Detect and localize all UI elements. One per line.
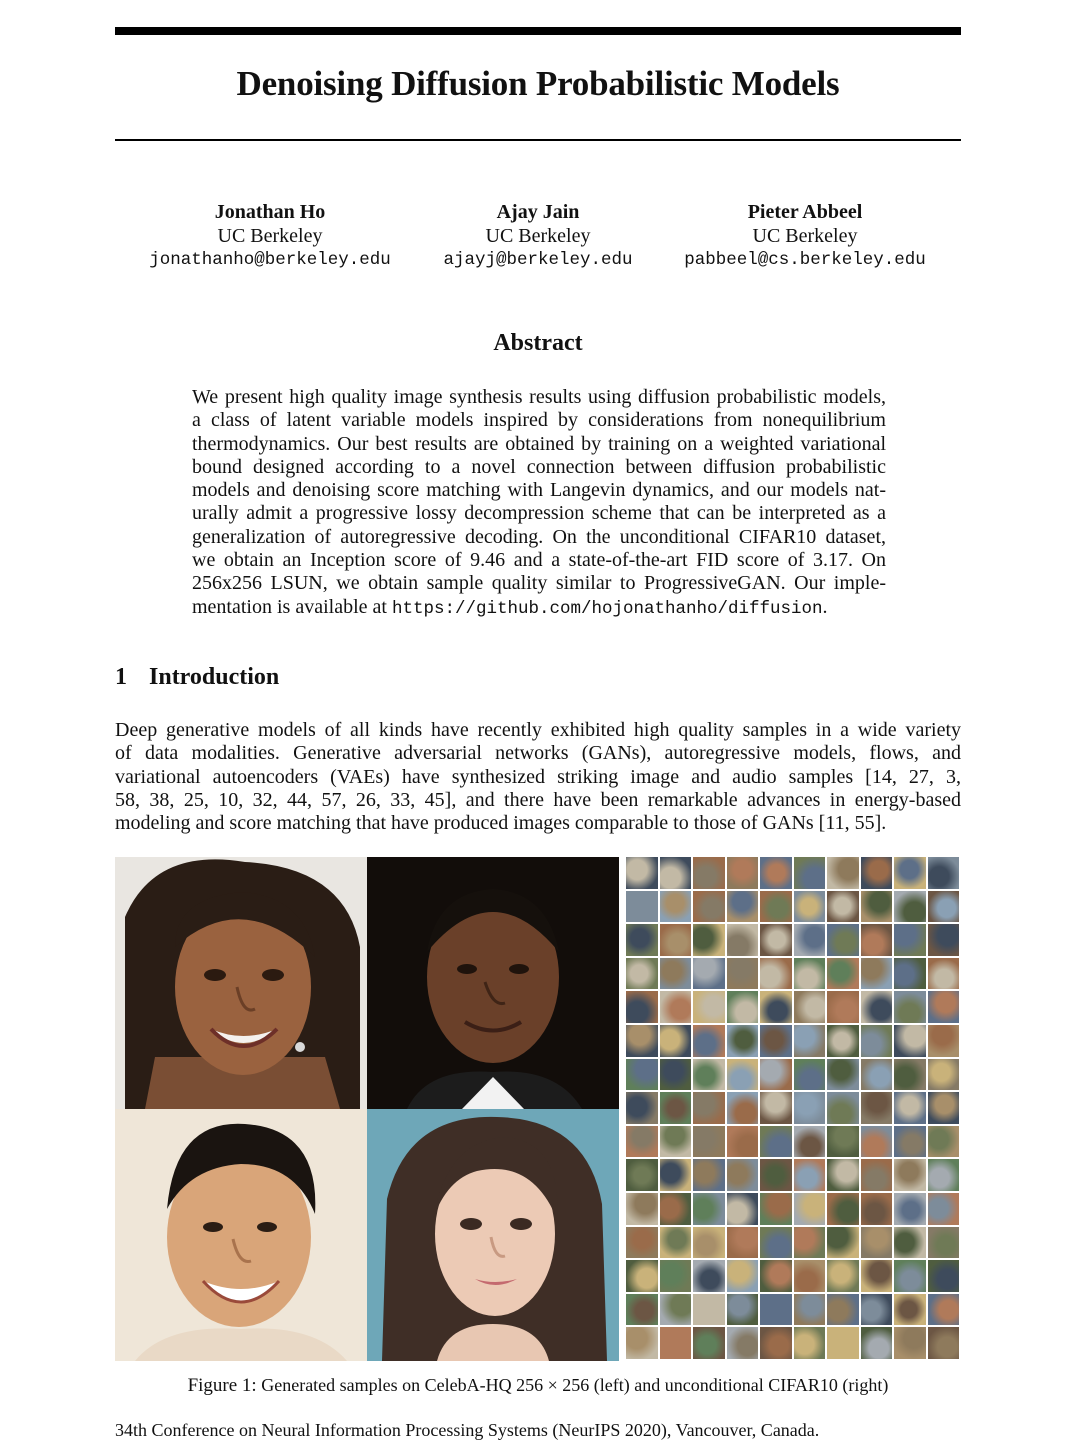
cifar-thumbnail: [794, 891, 826, 923]
cifar-thumbnail: [760, 1227, 792, 1259]
cifar-thumbnail: [727, 1294, 759, 1326]
author-email: jonathanho@berkeley.edu: [149, 250, 391, 270]
figure-caption: [115, 1375, 961, 1397]
cifar-thumbnail: [626, 1126, 658, 1158]
cifar-thumbnail: [894, 1327, 926, 1359]
author-1: [125, 200, 415, 272]
cifar-thumbnail: [861, 1059, 893, 1091]
abstract-line: we obtain an Inception score of 9.46 and a state-of-the-art FID score of 3.17. On: [192, 549, 886, 572]
cifar-thumbnail: [794, 1260, 826, 1292]
cifar-thumbnail: [660, 1159, 692, 1191]
cifar-thumbnail: [794, 1092, 826, 1124]
abstract-line: generalization of autoregressive decoding. On the unconditional CIFAR10 dataset,: [192, 525, 886, 548]
cifar-thumbnail: [928, 924, 960, 956]
cifar-thumbnail: [693, 1092, 725, 1124]
cifar-thumbnail: [861, 891, 893, 923]
abstract-line: a class of latent variable models inspired by considerations from nonequilibrium: [192, 409, 886, 432]
cifar-thumbnail: [626, 1327, 658, 1359]
cifar-thumbnail: [861, 857, 893, 889]
cifar-thumbnail: [660, 958, 692, 990]
cifar-thumbnail: [693, 1327, 725, 1359]
cifar-thumbnail: [827, 1159, 859, 1191]
cifar-thumbnail: [693, 1126, 725, 1158]
cifar-thumbnail: [760, 958, 792, 990]
cifar-thumbnail: [693, 857, 725, 889]
cifar-thumbnail: [727, 991, 759, 1023]
cifar-thumbnail: [626, 1025, 658, 1057]
cifar-thumbnail: [794, 1025, 826, 1057]
cifar-thumbnail: [760, 1025, 792, 1057]
cifar-thumbnail: [928, 1025, 960, 1057]
cifar-thumbnail: [693, 1193, 725, 1225]
cifar-thumbnail: [894, 1025, 926, 1057]
cifar-thumbnail: [693, 924, 725, 956]
cifar-thumbnail: [928, 1327, 960, 1359]
cifar-thumbnail: [794, 1227, 826, 1259]
cifar-thumbnail: [861, 991, 893, 1023]
cifar-thumbnail: [760, 924, 792, 956]
cifar-thumbnail: [626, 1227, 658, 1259]
cifar-thumbnail: [794, 857, 826, 889]
celeba-sample-4: [367, 1109, 619, 1361]
cifar-thumbnail: [928, 1059, 960, 1091]
cifar-thumbnail: [760, 891, 792, 923]
cifar-thumbnail: [693, 1294, 725, 1326]
cifar-thumbnail: [693, 891, 725, 923]
cifar-thumbnail: [626, 1193, 658, 1225]
cifar-thumbnail: [660, 1260, 692, 1292]
cifar-thumbnail: [727, 1159, 759, 1191]
cifar-thumbnail: [727, 1327, 759, 1359]
cifar-thumbnail: [928, 958, 960, 990]
cifar-thumbnail: [794, 1327, 826, 1359]
cifar-thumbnail: [928, 891, 960, 923]
cifar-thumbnail: [928, 1294, 960, 1326]
cifar-thumbnail: [760, 1126, 792, 1158]
intro-line: modeling and score matching that have produced images comparable to those of GANs [11, 55].: [115, 812, 887, 835]
abstract-line: models and denoising score matching with Langevin dynamics, and our models nat-: [192, 479, 886, 502]
author-name: Jonathan Ho: [214, 201, 326, 223]
cifar-thumbnail: [760, 1294, 792, 1326]
cifar-thumbnail: [861, 958, 893, 990]
cifar-thumbnail: [693, 958, 725, 990]
cifar-thumbnail: [660, 857, 692, 889]
cifar-thumbnail: [794, 1126, 826, 1158]
author-3: [660, 200, 950, 272]
cifar-thumbnail: [894, 857, 926, 889]
intro-line: 58, 38, 25, 10, 32, 44, 57, 26, 33, 45], and there have been remarkable advances in energy-based: [115, 788, 961, 811]
author-affiliation: UC Berkeley: [485, 225, 591, 247]
cifar-thumbnail: [760, 1092, 792, 1124]
cifar-thumbnail: [827, 924, 859, 956]
cifar10-sample-grid: [626, 857, 961, 1361]
cifar-thumbnail: [794, 991, 826, 1023]
cifar-thumbnail: [894, 1260, 926, 1292]
cifar-thumbnail: [727, 924, 759, 956]
cifar-thumbnail: [861, 1260, 893, 1292]
cifar-thumbnail: [794, 1294, 826, 1326]
cifar-thumbnail: [727, 1059, 759, 1091]
cifar-thumbnail: [660, 891, 692, 923]
cifar-thumbnail: [727, 1227, 759, 1259]
cifar-thumbnail: [928, 857, 960, 889]
author-email: ajayj@berkeley.edu: [443, 250, 633, 270]
cifar-thumbnail: [827, 1193, 859, 1225]
cifar-thumbnail: [626, 958, 658, 990]
intro-line: variational autoencoders (VAEs) have synthesized striking image and audio samples [14, 27, 3,: [115, 765, 961, 788]
cifar-thumbnail: [894, 1227, 926, 1259]
cifar-thumbnail: [794, 1159, 826, 1191]
cifar-thumbnail: [827, 991, 859, 1023]
cifar-thumbnail: [928, 1260, 960, 1292]
cifar-thumbnail: [928, 1126, 960, 1158]
cifar-thumbnail: [827, 1327, 859, 1359]
cifar-thumbnail: [693, 1059, 725, 1091]
section-title: Introduction: [149, 664, 280, 690]
cifar-thumbnail: [827, 1059, 859, 1091]
cifar-thumbnail: [894, 1294, 926, 1326]
cifar-thumbnail: [760, 991, 792, 1023]
cifar-thumbnail: [827, 1025, 859, 1057]
top-rule: [115, 27, 961, 35]
cifar-thumbnail: [827, 1227, 859, 1259]
cifar-thumbnail: [660, 991, 692, 1023]
title-rule: [115, 139, 961, 141]
celeba-sample-3: [115, 1109, 367, 1361]
cifar-thumbnail: [861, 1159, 893, 1191]
abstract-line-last: [192, 596, 886, 621]
cifar-thumbnail: [894, 891, 926, 923]
cifar-thumbnail: [794, 958, 826, 990]
paper-title: Denoising Diffusion Probabilistic Models: [236, 64, 840, 103]
cifar-thumbnail: [660, 1059, 692, 1091]
cifar-thumbnail: [727, 857, 759, 889]
cifar-thumbnail: [693, 1025, 725, 1057]
cifar-thumbnail: [928, 1227, 960, 1259]
cifar-thumbnail: [894, 1059, 926, 1091]
cifar-thumbnail: [693, 1227, 725, 1259]
cifar-thumbnail: [861, 924, 893, 956]
cifar-thumbnail: [727, 1193, 759, 1225]
cifar-thumbnail: [928, 991, 960, 1023]
cifar-thumbnail: [827, 1126, 859, 1158]
cifar-thumbnail: [760, 1059, 792, 1091]
cifar-thumbnail: [626, 1260, 658, 1292]
intro-line: of data modalities. Generative adversarial networks (GANs), autoregressive models, flows, and: [115, 742, 961, 765]
cifar-thumbnail: [693, 1260, 725, 1292]
cifar-thumbnail: [727, 1126, 759, 1158]
celeba-sample-1: [115, 857, 367, 1109]
author-affiliation: UC Berkeley: [752, 225, 858, 247]
abstract-text: .: [822, 595, 828, 618]
cifar-thumbnail: [861, 1193, 893, 1225]
cifar-thumbnail: [760, 1260, 792, 1292]
cifar-thumbnail: [894, 958, 926, 990]
author-name: Ajay Jain: [496, 201, 580, 223]
figure-label: Figure 1:: [187, 1375, 257, 1396]
abstract-line: thermodynamics. Our best results are obtained by training on a weighted variational: [192, 432, 886, 455]
author-name: Pieter Abbeel: [747, 201, 863, 223]
cifar-thumbnail: [760, 1327, 792, 1359]
abstract-line: urally admit a progressive lossy decompression scheme that can be interpreted as a: [192, 502, 886, 525]
cifar-thumbnail: [626, 991, 658, 1023]
abstract-heading: Abstract: [493, 330, 583, 356]
cifar-thumbnail: [861, 1126, 893, 1158]
cifar-thumbnail: [794, 1059, 826, 1091]
cifar-thumbnail: [626, 924, 658, 956]
cifar-thumbnail: [760, 1193, 792, 1225]
cifar-thumbnail: [760, 857, 792, 889]
cifar-thumbnail: [894, 1193, 926, 1225]
conference-footer: 34th Conference on Neural Information Processing Systems (NeurIPS 2020), Vancouver, Canada.: [115, 1420, 820, 1440]
code-url-link[interactable]: https://github.com/hojonathanho/diffusion: [391, 598, 823, 619]
cifar-thumbnail: [660, 924, 692, 956]
cifar-thumbnail: [794, 924, 826, 956]
cifar-thumbnail: [660, 1025, 692, 1057]
intro-paragraph: [115, 719, 961, 835]
cifar-thumbnail: [727, 891, 759, 923]
cifar-thumbnail: [894, 1159, 926, 1191]
cifar-thumbnail: [660, 1193, 692, 1225]
cifar-thumbnail: [794, 1193, 826, 1225]
cifar-thumbnail: [827, 958, 859, 990]
cifar-thumbnail: [861, 1025, 893, 1057]
cifar-thumbnail: [894, 924, 926, 956]
abstract-text: mentation is available at: [192, 595, 392, 618]
cifar-thumbnail: [827, 1260, 859, 1292]
cifar-thumbnail: [727, 1260, 759, 1292]
cifar-thumbnail: [861, 1294, 893, 1326]
cifar-thumbnail: [894, 1092, 926, 1124]
cifar-thumbnail: [861, 1327, 893, 1359]
cifar-thumbnail: [626, 1092, 658, 1124]
abstract-line: We present high quality image synthesis results using diffusion probabilistic models,: [192, 386, 886, 408]
cifar-thumbnail: [626, 1159, 658, 1191]
cifar-thumbnail: [693, 1159, 725, 1191]
cifar-thumbnail: [827, 1294, 859, 1326]
cifar-thumbnail: [626, 1059, 658, 1091]
cifar-thumbnail: [861, 1092, 893, 1124]
cifar-thumbnail: [693, 991, 725, 1023]
cifar-thumbnail: [894, 991, 926, 1023]
cifar-thumbnail: [626, 857, 658, 889]
cifar-thumbnail: [894, 1126, 926, 1158]
author-email: pabbeel@cs.berkeley.edu: [684, 250, 926, 270]
section-heading: [115, 664, 279, 691]
cifar-thumbnail: [660, 1327, 692, 1359]
cifar-thumbnail: [760, 1159, 792, 1191]
abstract-line: bound designed according to a novel connection between diffusion probabilistic: [192, 455, 886, 478]
cifar-thumbnail: [660, 1294, 692, 1326]
figure-caption-text: Generated samples on CelebA-HQ 256 × 256 (left) and unconditional CIFAR10 (right): [261, 1375, 889, 1395]
section-number: 1: [115, 664, 127, 690]
author-affiliation: UC Berkeley: [217, 225, 323, 247]
cifar-thumbnail: [827, 1092, 859, 1124]
cifar-thumbnail: [660, 1092, 692, 1124]
cifar-thumbnail: [928, 1193, 960, 1225]
cifar-thumbnail: [827, 857, 859, 889]
cifar-thumbnail: [660, 1227, 692, 1259]
cifar-thumbnail: [727, 1092, 759, 1124]
celeba-sample-2: [367, 857, 619, 1109]
cifar-thumbnail: [626, 891, 658, 923]
cifar-thumbnail: [727, 958, 759, 990]
cifar-thumbnail: [861, 1227, 893, 1259]
cifar-thumbnail: [928, 1092, 960, 1124]
intro-line: Deep generative models of all kinds have recently exhibited high quality samples in a wide variety: [115, 719, 961, 741]
abstract-line: 256x256 LSUN, we obtain sample quality similar to ProgressiveGAN. Our imple-: [192, 572, 886, 595]
abstract-body: [192, 386, 886, 621]
cifar-thumbnail: [660, 1126, 692, 1158]
cifar-thumbnail: [727, 1025, 759, 1057]
cifar-thumbnail: [827, 891, 859, 923]
cifar-thumbnail: [928, 1159, 960, 1191]
cifar-thumbnail: [626, 1294, 658, 1326]
author-2: [393, 200, 683, 272]
